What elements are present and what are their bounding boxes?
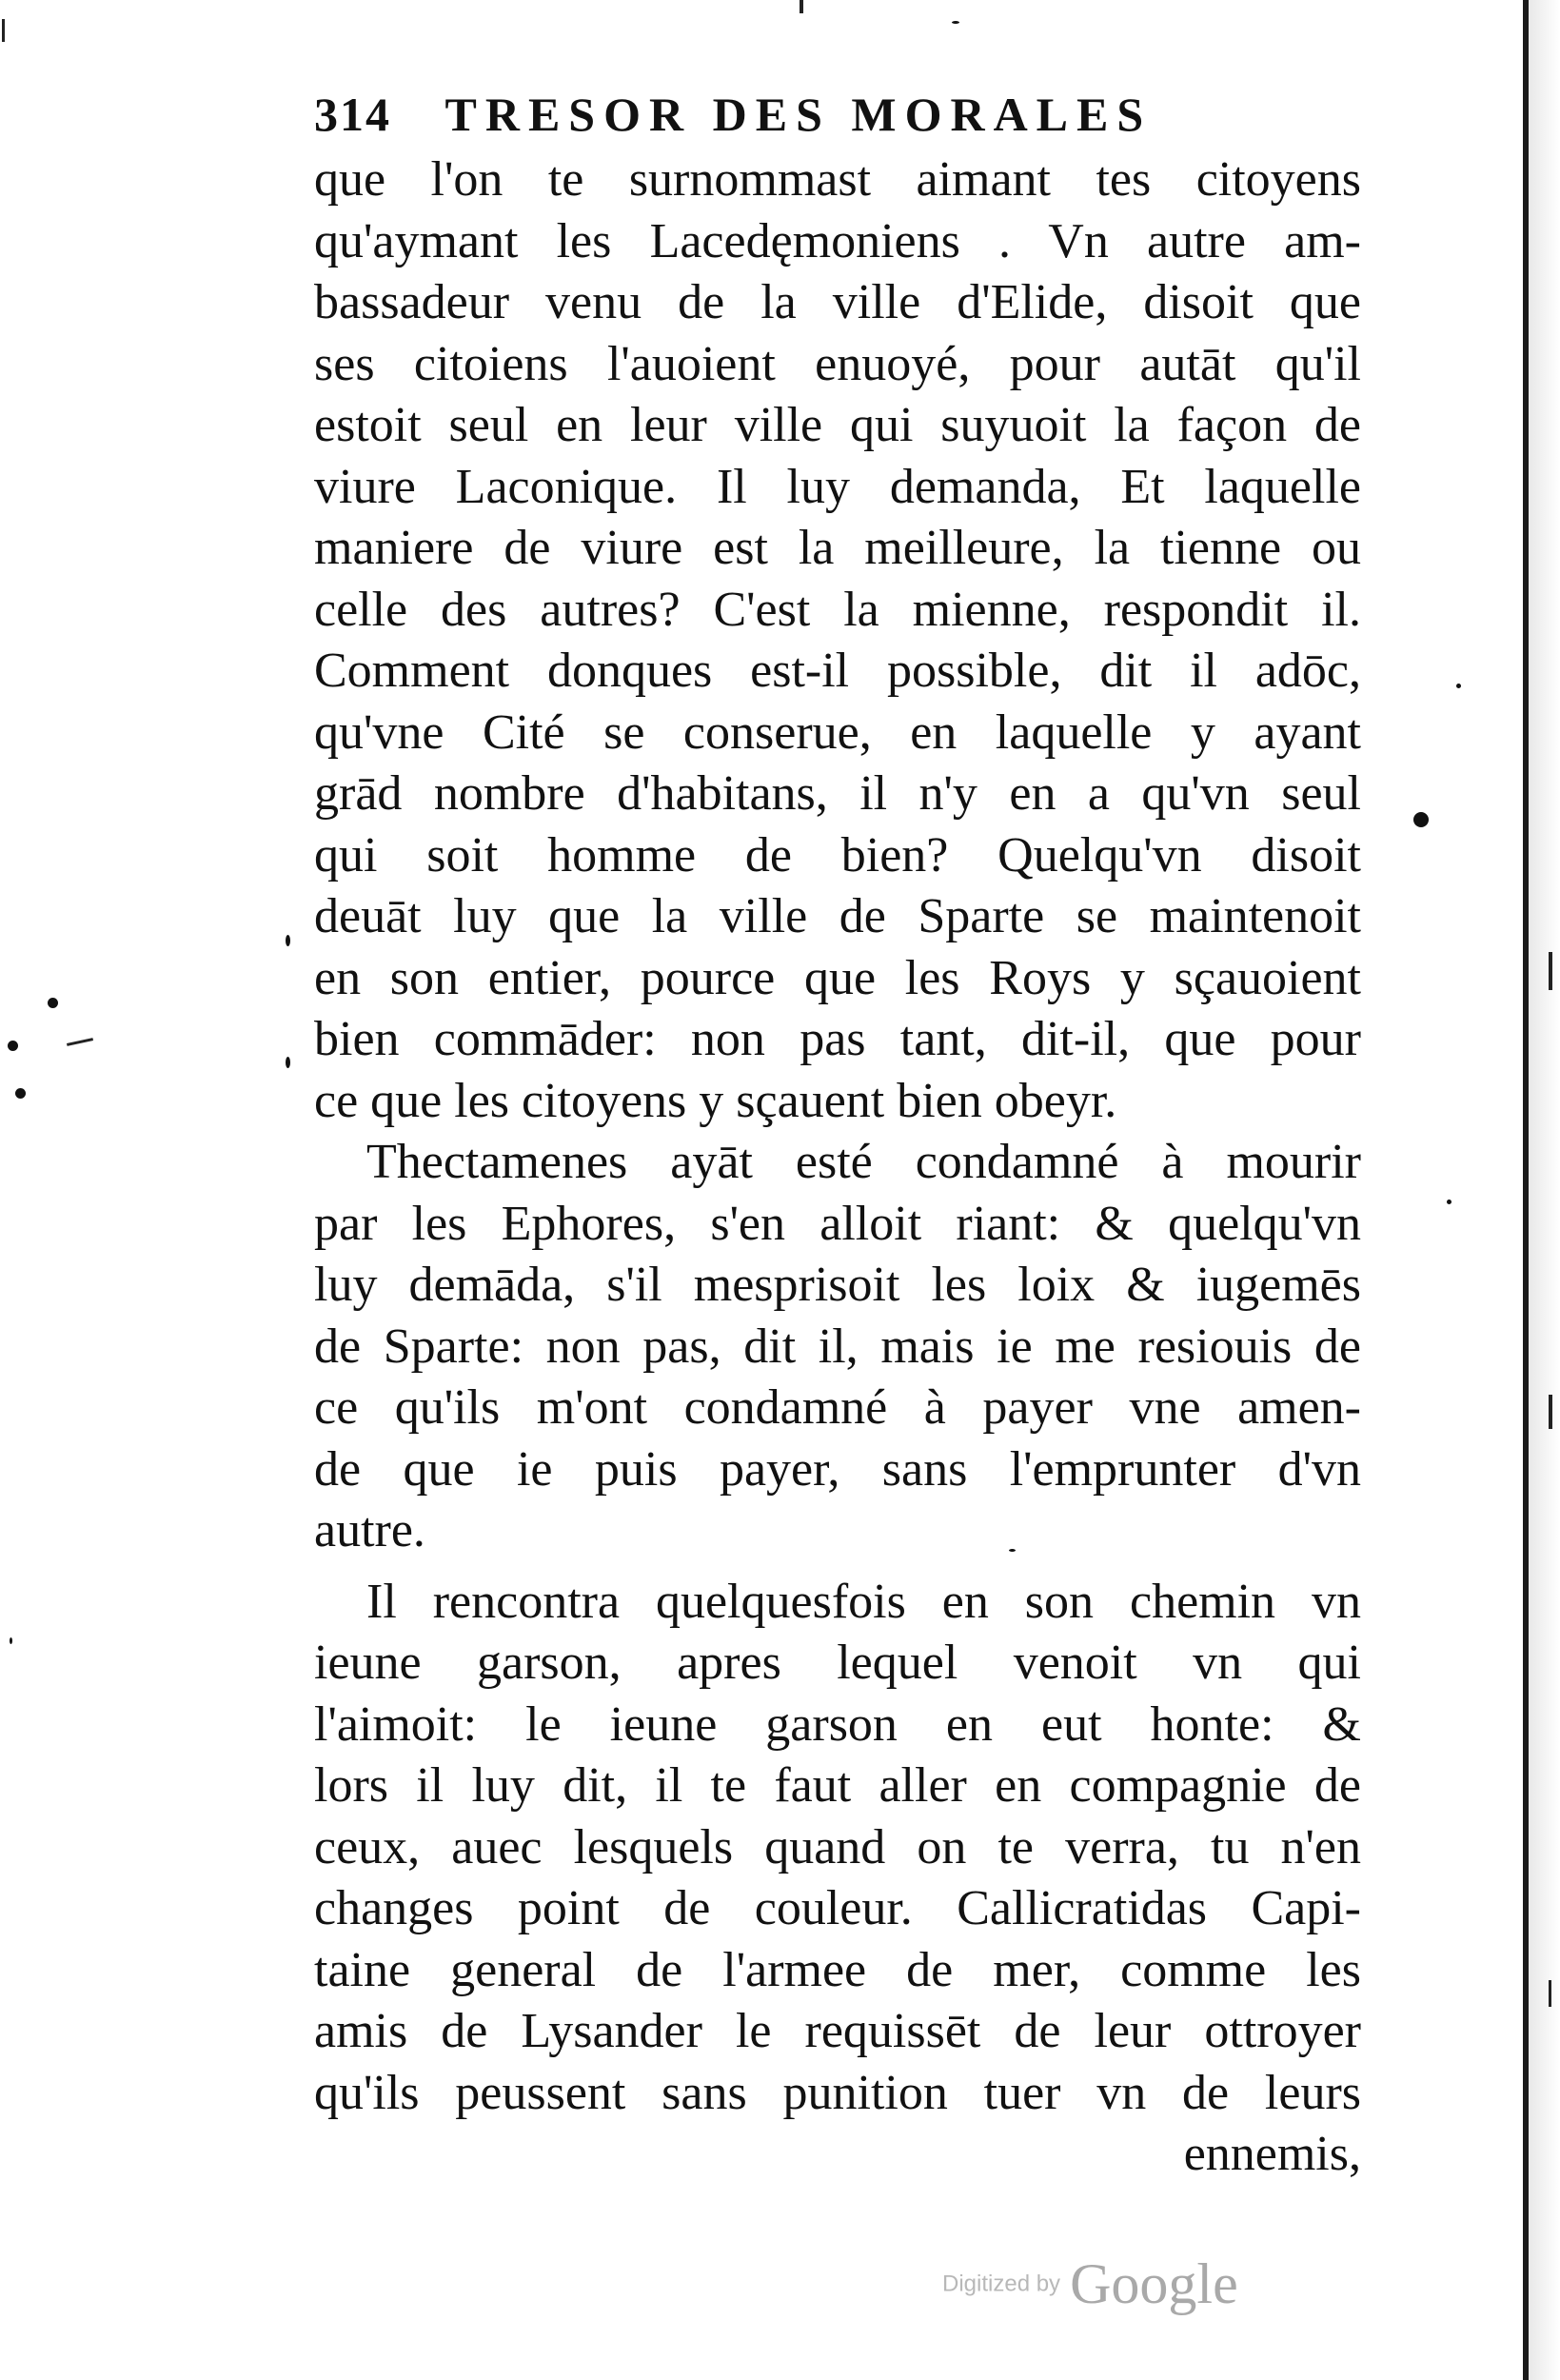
- ink-speck: [286, 935, 290, 946]
- ink-mark: [2, 19, 5, 42]
- page-edge-shadow: [1529, 0, 1560, 2380]
- ink-speck: [1447, 1200, 1451, 1204]
- ink-speck: [8, 1041, 18, 1051]
- ink-speck: [1413, 812, 1429, 827]
- text-line: autre.: [314, 1503, 425, 1557]
- text-line: changes point de couleur. Callicratidas Capi-: [314, 1881, 1361, 1935]
- watermark-prefix: Digitized by: [942, 2271, 1061, 2297]
- text-line: de Sparte: non pas, dit il, mais ie me resiouis de: [314, 1319, 1361, 1374]
- ink-mark: [1549, 1980, 1551, 2007]
- ink-speck: [1009, 1549, 1016, 1552]
- text-line: maniere de viure est la meilleure, la tienne ou: [314, 521, 1361, 575]
- text-line: l'aimoit: le ieune garson en eut honte: &: [314, 1696, 1361, 1752]
- ink-speck: [15, 1088, 26, 1099]
- ink-mark: [67, 1038, 93, 1046]
- text-line: ses citoiens l'auoient enuoyé, pour autāt qu'il: [314, 336, 1361, 391]
- text-line: qu'aymant les Lacedęmoniens . Vn autre am-: [314, 213, 1361, 268]
- text-line: de que ie puis payer, sans l'emprunter d'vn: [314, 1441, 1361, 1497]
- running-title: TRESOR DES MORALES: [444, 88, 1153, 141]
- catchword: ennemis,: [1183, 2127, 1361, 2181]
- ink-mark: [800, 0, 803, 13]
- ink-speck: [1456, 684, 1461, 688]
- text-line: lors il luy dit, il te faut aller en compagnie de: [314, 1758, 1361, 1813]
- text-line: grād nombre d'habitans, il n'y en a qu'vn seul: [314, 766, 1361, 821]
- body-text: [314, 149, 1361, 2186]
- text-line: viure Laconique. Il luy demanda, Et laquelle: [314, 459, 1361, 514]
- ink-speck: [286, 1057, 290, 1068]
- text-line: par les Ephores, s'en alloit riant: & quelqu'vn: [314, 1196, 1361, 1251]
- ink-mark: [1549, 1395, 1552, 1429]
- text-line: en son entier, pource que les Roys y sçauoient: [314, 950, 1361, 1005]
- ink-mark: [1549, 952, 1552, 990]
- text-line: qu'ils peussent sans punition tuer vn de leurs: [314, 2065, 1361, 2120]
- text-line: deuāt luy que la ville de Sparte se maintenoit: [314, 889, 1361, 943]
- ink-speck: [48, 998, 58, 1008]
- digitized-watermark: [942, 2251, 1238, 2328]
- text-line: amis de Lysander le requissēt de leur ottroyer: [314, 2004, 1361, 2058]
- ink-speck: [952, 21, 959, 24]
- text-line: luy demāda, s'il mesprisoit les loix & iugemēs: [314, 1258, 1361, 1312]
- running-head: [314, 86, 1456, 143]
- text-line: estoit seul en leur ville qui suyuoit la façon de: [314, 398, 1361, 452]
- text-line: taine general de l'armee de mer, comme les: [314, 1942, 1361, 1997]
- text-line: ieune garson, apres lequel venoit vn qui: [314, 1636, 1361, 1690]
- text-line: que l'on te surnommast aimant tes citoyens: [314, 152, 1361, 207]
- page-number: 314: [314, 88, 391, 141]
- text-line: ce que les citoyens y sçauent bien obeyr.: [314, 1073, 1117, 1128]
- text-line: ce qu'ils m'ont condamné à payer vne amen-: [314, 1380, 1361, 1435]
- text-line: celle des autres? C'est la mienne, respondit il.: [314, 582, 1361, 637]
- paragraph-start: Il rencontra quelquesfois en son chemin vn: [366, 1574, 1361, 1629]
- text-line: qu'vne Cité se conserue, en laquelle y ayant: [314, 704, 1361, 760]
- text-line: ceux, auec lesquels quand on te verra, tu n'en: [314, 1819, 1361, 1874]
- text-line: qui soit homme de bien? Quelqu'vn disoit: [314, 827, 1361, 883]
- ink-speck: [10, 1637, 12, 1644]
- text-line: Comment donques est-il possible, dit il adōc,: [314, 644, 1361, 698]
- paragraph-start: Thectamenes ayāt esté condamné à mourir: [366, 1135, 1361, 1189]
- text-line: bassadeur venu de la ville d'Elide, disoit que: [314, 275, 1361, 329]
- google-logo: Google: [1070, 2252, 1238, 2315]
- text-line: bien commāder: non pas tant, dit-il, que pour: [314, 1012, 1361, 1066]
